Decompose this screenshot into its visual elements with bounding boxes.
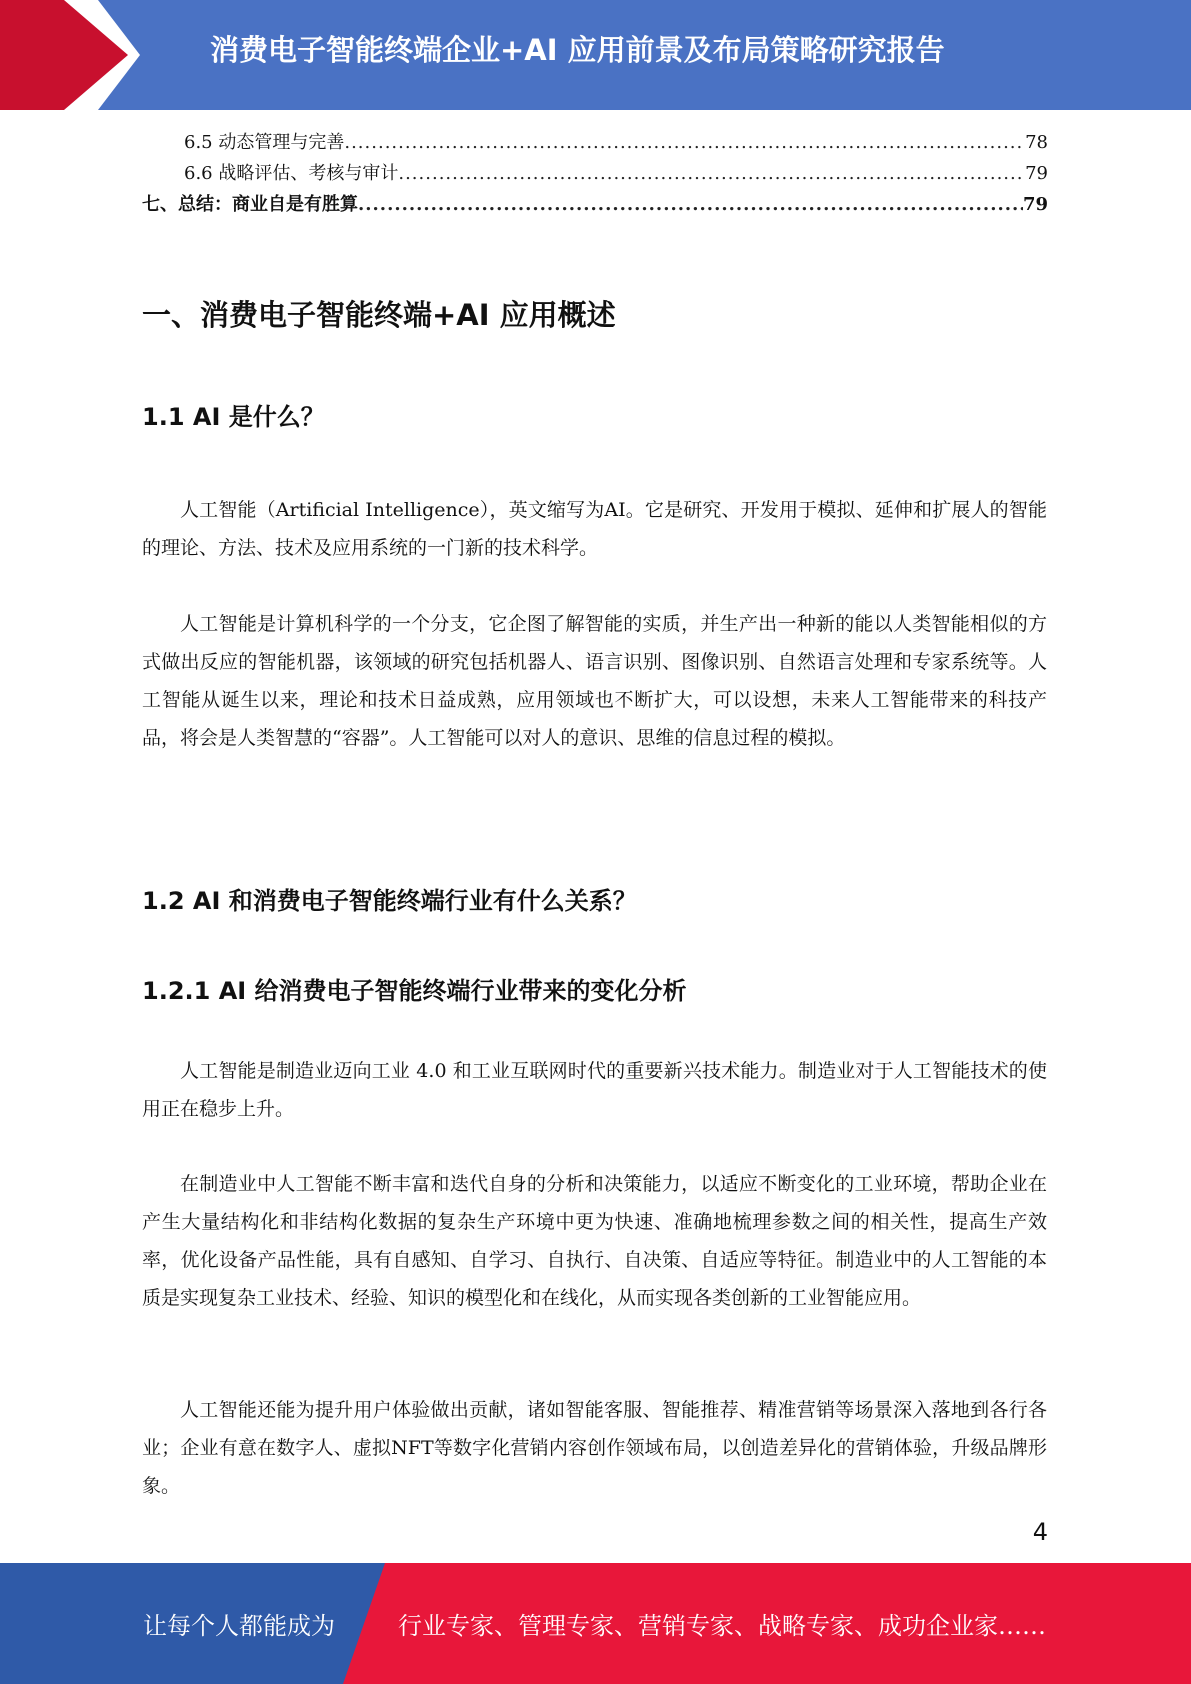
paragraph-ai-in-manufacturing: 在制造业中人工智能不断丰富和迭代自身的分析和决策能力，以适应不断变化的工业环境，帮助企业在产生大量结构化和非结构化数据的复杂生产环境中更为快速、准确地梳理参数之间的相关性，提高生产效率，优化设备产品性能，具有自感知、自学习、自执行、自决策、自适应等特征。制造业中的人工智能的本质是实现复杂工业技术、经验、知识的模型化和在线化，从而实现各类创新的工业智能应用。 xyxy=(142,1173,1047,1309)
paragraph-manufacturing: 人工智能是制造业迈向工业 4.0 和工业互联网时代的重要新兴技术能力。制造业对于人工智能技术的使用正在稳步上升。 xyxy=(142,1060,1047,1120)
paragraph-user-experience: 人工智能还能为提升用户体验做出贡献，诸如智能客服、智能推荐、精准营销等场景深入落地到各行各业；企业有意在数字人、虚拟NFT等数字化营销内容创作领域布局，以创造差异化的营销体验，升级品牌形象。 xyxy=(142,1399,1047,1497)
toc-entry-label: 七、总结：商业自是有胜算 xyxy=(142,194,358,215)
toc-entry-page: 79 xyxy=(1025,163,1048,184)
page-header xyxy=(0,0,1191,110)
table-of-contents xyxy=(142,128,1048,221)
page-number: 4 xyxy=(1032,1518,1048,1546)
toc-entry-label: 6.6 战略评估、考核与审计 xyxy=(184,163,399,184)
toc-entry-page: 79 xyxy=(1022,194,1048,215)
toc-entry-page: 78 xyxy=(1025,132,1048,153)
footer-slogan-left: 让每个人都能成为 xyxy=(143,1612,335,1640)
report-title: 消费电子智能终端企业+AI 应用前景及布局策略研究报告 xyxy=(210,33,945,67)
toc-leader-dots xyxy=(398,163,1025,184)
paragraph-ai-definition: 人工智能（Artificial Intelligence），英文缩写为AI。它是研究、开发用于模拟、延伸和扩展人的智能的理论、方法、技术及应用系统的一门新的技术科学。 xyxy=(142,499,1047,559)
section-heading-1-2-1: 1.2.1 AI 给消费电子智能终端行业带来的变化分析 xyxy=(142,977,687,1005)
paragraph-ai-branch: 人工智能是计算机科学的一个分支，它企图了解智能的实质，并生产出一种新的能以人类智能相似的方式做出反应的智能机器，该领域的研究包括机器人、语言识别、图像识别、自然语言处理和专家系统等。人工智能从诞生以来，理论和技术日益成熟，应用领域也不断扩大，可以设想，未来人工智能带来的科技产品，将会是人类智慧的“容器”。人工智能可以对人的意识、思维的信息过程的模拟。 xyxy=(142,613,1047,749)
toc-entry-label: 6.5 动态管理与完善 xyxy=(184,132,345,153)
toc-leader-dots xyxy=(344,132,1025,153)
header-arrow-decoration xyxy=(0,0,160,110)
toc-entry[interactable] xyxy=(142,190,1048,221)
chapter-heading: 一、消费电子智能终端+AI 应用概述 xyxy=(142,298,616,332)
section-heading-1-2: 1.2 AI 和消费电子智能终端行业有什么关系？ xyxy=(142,887,637,915)
toc-leader-dots xyxy=(358,194,1023,215)
page-footer xyxy=(0,1563,1191,1684)
footer-slogan-right: 行业专家、管理专家、营销专家、战略专家、成功企业家…… xyxy=(398,1612,1046,1640)
toc-entry[interactable] xyxy=(142,159,1048,190)
toc-entry[interactable] xyxy=(142,128,1048,159)
section-heading-1-1: 1.1 AI 是什么？ xyxy=(142,403,325,431)
